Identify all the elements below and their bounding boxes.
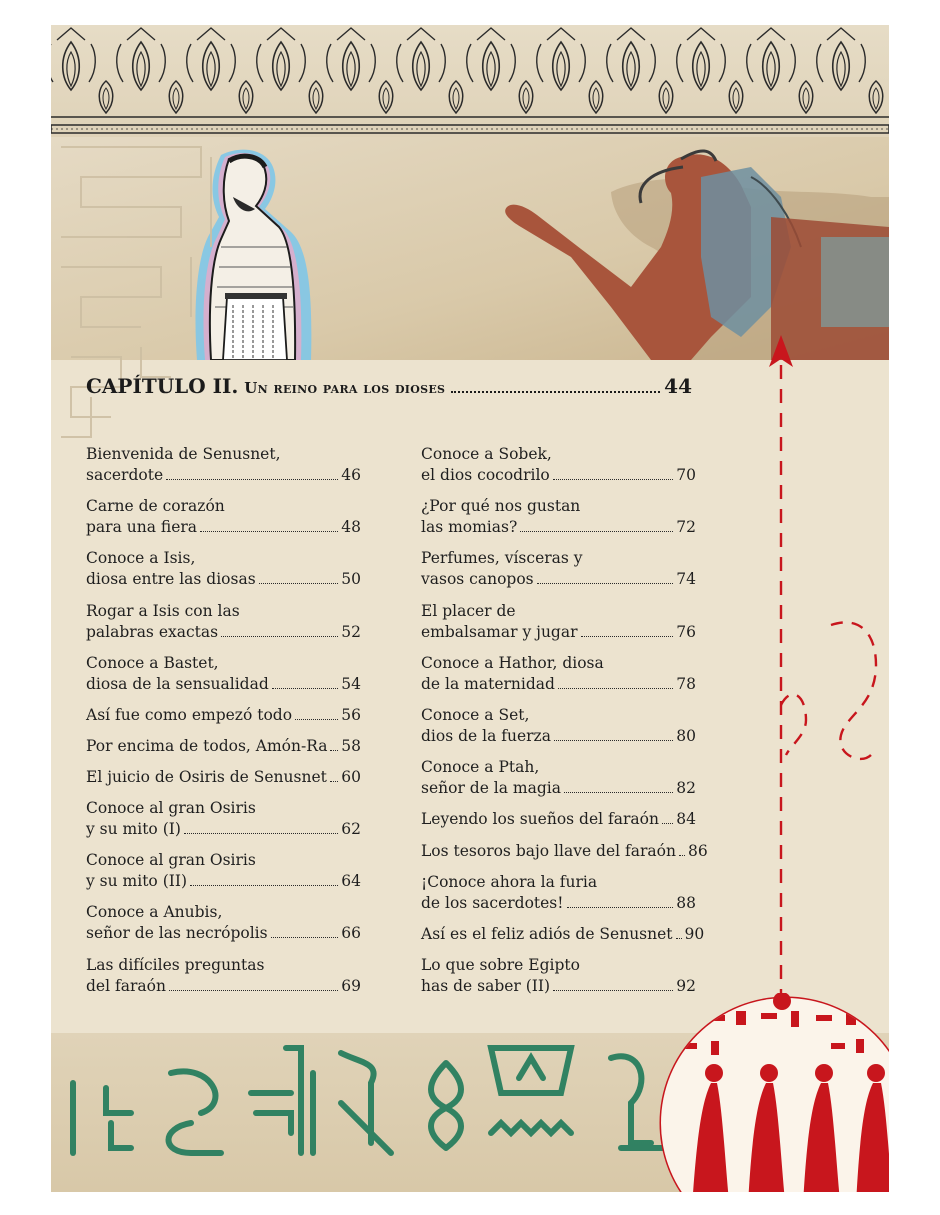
leader-dots	[190, 885, 338, 886]
chapter-page: 44	[664, 374, 692, 398]
entry-page: 76	[676, 623, 696, 641]
leader-dots	[679, 855, 685, 856]
entry-page: 54	[341, 675, 361, 693]
toc-entry	[421, 601, 696, 643]
leader-dots	[259, 583, 339, 584]
entry-page: 64	[341, 872, 361, 890]
toc-entry	[86, 444, 361, 486]
entry-line1: ¿Por qué nos gustan	[421, 497, 581, 515]
entry-page: 88	[676, 894, 696, 912]
entry-line1: Lo que sobre Egipto	[421, 956, 580, 974]
entry-line1: Conoce a Anubis,	[86, 903, 223, 921]
toc-entry	[421, 653, 696, 695]
entry-line2: del faraón	[86, 977, 166, 995]
entry-line2: y su mito (II)	[86, 872, 188, 890]
leader-dots	[184, 833, 338, 834]
toc-entry	[86, 496, 361, 538]
entry-line1: Carne de corazón	[86, 497, 225, 515]
entry-page: 50	[341, 570, 361, 588]
toc-entry	[421, 872, 696, 914]
toc-entry	[86, 850, 361, 892]
maze-pattern-icon	[51, 137, 221, 457]
entry-page: 80	[676, 727, 696, 745]
leader-dots	[330, 750, 338, 751]
leader-dots	[558, 688, 673, 689]
entry-page: 69	[341, 977, 361, 995]
toc-entry	[86, 736, 361, 757]
leader-dots	[169, 990, 338, 991]
entry-line1: Conoce a Set,	[421, 706, 530, 724]
leader-dots	[553, 479, 674, 480]
chapter-title	[86, 374, 692, 398]
entry-page: 48	[341, 518, 361, 536]
toc-entry	[86, 955, 361, 997]
toc-entry	[421, 548, 696, 590]
toc-entry	[86, 902, 361, 944]
leader-dots	[520, 531, 673, 532]
entry-page: 70	[676, 466, 696, 484]
toc-entry	[421, 757, 696, 799]
entry-page: 90	[684, 925, 705, 943]
toc-entry	[421, 444, 696, 486]
leader-dots	[564, 792, 673, 793]
leader-dots	[272, 688, 338, 689]
entry-line2: has de saber (II)	[421, 977, 551, 995]
leader-dots	[537, 583, 674, 584]
entry-line2: dios de la fuerza	[421, 727, 551, 745]
dashed-arrow-icon	[751, 325, 889, 1025]
entry-line1: Conoce al gran Osiris	[86, 851, 256, 869]
leader-dots	[166, 479, 338, 480]
entry-line1: Las difíciles preguntas	[86, 956, 265, 974]
entry-page: 62	[341, 820, 361, 838]
chapter-number: CAPÍTULO II.	[86, 374, 239, 398]
leader-dots	[221, 636, 338, 637]
toc-entry	[421, 809, 696, 830]
toc-entry	[421, 955, 696, 997]
toc-entry	[86, 548, 361, 590]
entry-line2: diosa entre las diosas	[86, 570, 256, 588]
entry-line2: para una fiera	[86, 518, 198, 536]
leader-dots	[200, 531, 338, 532]
entry-line2: las momias?	[421, 518, 518, 536]
leader-dots	[295, 719, 338, 720]
entry-page: 86	[687, 842, 708, 860]
entry-line1: Conoce a Isis,	[86, 549, 196, 567]
entry-line1: ¡Conoce ahora la furia	[421, 873, 598, 891]
entry-line1: Perfumes, vísceras y	[421, 549, 583, 567]
toc-entry	[86, 653, 361, 695]
entry-page: 52	[341, 623, 361, 641]
entry-page: 66	[341, 924, 361, 942]
entry-line2: vasos canopos	[421, 570, 534, 588]
chapter-subtitle: Un reino para los dioses	[244, 379, 446, 397]
entry-page: 78	[676, 675, 696, 693]
entry-line2: de la maternidad	[421, 675, 555, 693]
entry-line2: y su mito (I)	[86, 820, 181, 838]
entry-line1: El placer de	[421, 602, 516, 620]
entry-line2: Por encima de todos, Amón-Ra	[86, 737, 328, 755]
toc-entry	[86, 705, 361, 726]
toc-entry	[86, 601, 361, 643]
entry-page: 60	[341, 768, 361, 786]
entry-line2: Los tesoros bajo llave del faraón	[421, 842, 676, 860]
leader-dots	[330, 781, 338, 782]
entry-line1: Conoce a Bastet,	[86, 654, 219, 672]
leader-dots	[554, 740, 673, 741]
leader-dots	[451, 391, 660, 393]
leader-dots	[271, 937, 339, 938]
entry-line2: sacerdote	[86, 466, 164, 484]
leader-dots	[581, 636, 674, 637]
entry-line2: de los sacerdotes!	[421, 894, 564, 912]
entry-page: 72	[676, 518, 696, 536]
entry-page: 84	[676, 810, 696, 828]
entry-line2: señor de las necrópolis	[86, 924, 268, 942]
entry-line2: El juicio de Osiris de Senusnet	[86, 768, 327, 786]
toc-entry	[421, 496, 696, 538]
entry-page: 92	[676, 977, 696, 995]
toc-entry	[421, 924, 705, 945]
leader-dots	[567, 907, 674, 908]
entry-page: 56	[341, 706, 361, 724]
entry-page: 74	[676, 570, 696, 588]
toc-entry	[421, 841, 708, 862]
entry-line2: Así fue como empezó todo	[86, 706, 293, 724]
entry-line2: palabras exactas	[86, 623, 219, 641]
entry-line2: Así es el feliz adiós de Senusnet	[421, 925, 673, 943]
entry-page: 82	[676, 779, 696, 797]
entry-line2: Leyendo los sueños del faraón	[421, 810, 659, 828]
entry-line1: Conoce a Hathor, diosa	[421, 654, 604, 672]
entry-line1: Bienvenida de Senusnet,	[86, 445, 281, 463]
toc-entry	[421, 705, 696, 747]
entry-line2: embalsamar y jugar	[421, 623, 578, 641]
leader-dots	[662, 823, 673, 824]
entry-line2: señor de la magia	[421, 779, 561, 797]
entry-page: 46	[341, 466, 361, 484]
toc-entry	[86, 798, 361, 840]
entry-line2: el dios cocodrilo	[421, 466, 550, 484]
entry-line1: Conoce a Sobek,	[421, 445, 552, 463]
toc-entry	[86, 767, 361, 788]
leader-dots	[553, 990, 673, 991]
entry-line1: Conoce a Ptah,	[421, 758, 540, 776]
leader-dots	[676, 938, 682, 939]
entry-line2: diosa de la sensualidad	[86, 675, 269, 693]
entry-line1: Conoce al gran Osiris	[86, 799, 256, 817]
entry-page: 58	[341, 737, 361, 755]
entry-line1: Rogar a Isis con las	[86, 602, 240, 620]
